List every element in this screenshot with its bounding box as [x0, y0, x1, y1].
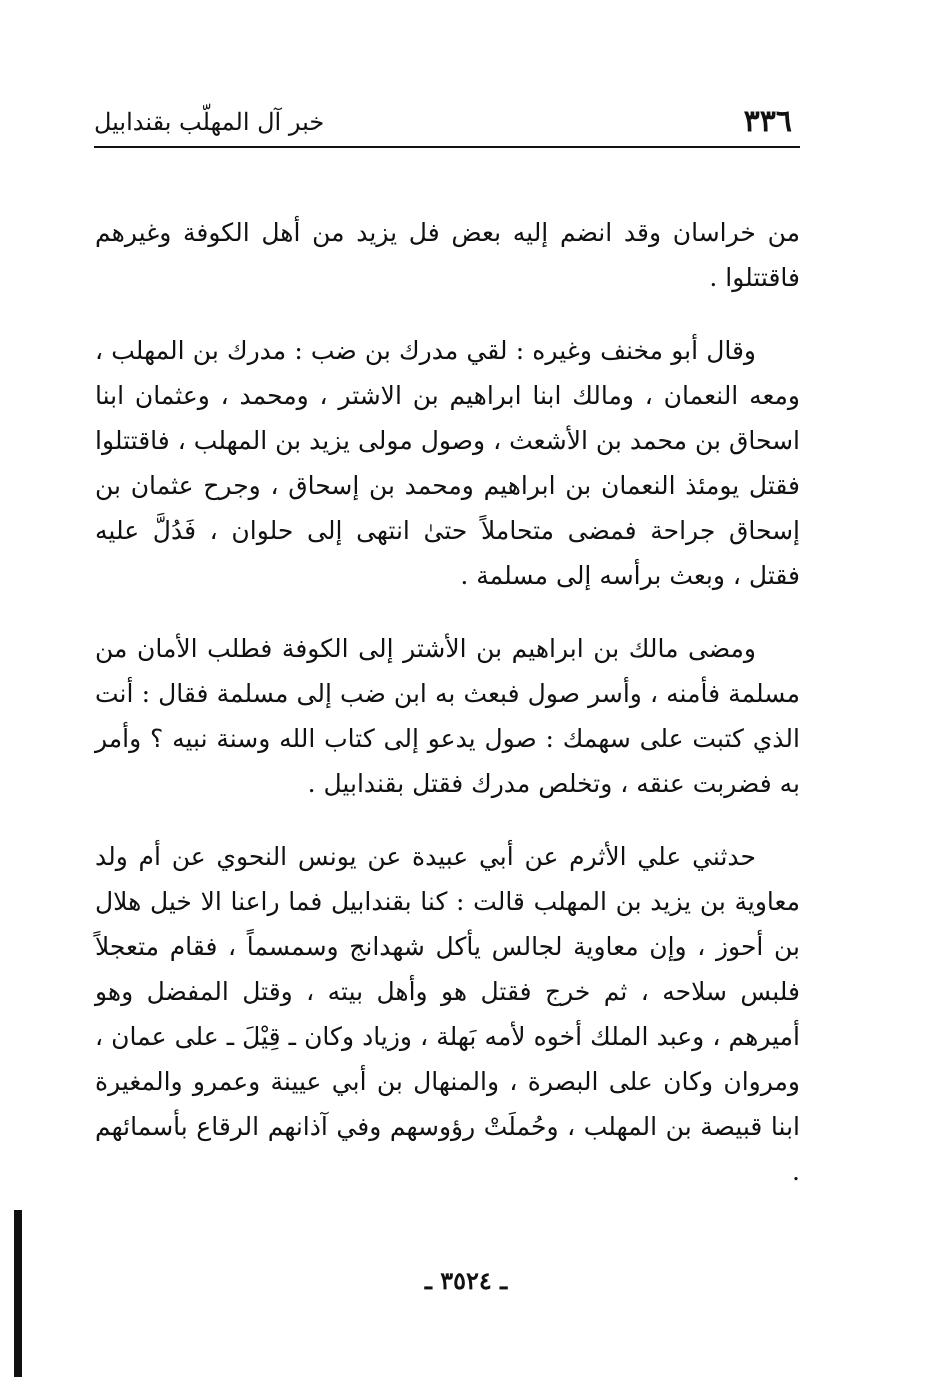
paragraph-2: وقال أبو مخنف وغيره : لقي مدرك بن ضب : مدرك بن المهلب ، ومعه النعمان ، ومالك ابنا ابراهيم بن الاشتر ، ومحمد ، وعثمان ابنا اسحاق بن محمد بن الأشعث ، وصول مولى يزيد بن المهلب ، فاقتتلوا فقتل يومئذ النعمان بن ابراهيم ومحمد بن إسحاق ، وجرح عثمان بن إسحاق جراحة فمضى متحاملاً حتىٰ انتهى إلى حلوان ، فَدُلَّ عليه فقتل ، وبعث برأسه إلى مسلمة .: [95, 336, 800, 590]
paragraph-4: حدثني علي الأثرم عن أبي عبيدة عن يونس النحوي عن أم ولد معاوية بن يزيد بن المهلب قالت : كنا بقندابيل فما راعنا الا خيل هلال بن أحوز ، وإن معاوية لجالس يأكل شهدانج وسمسماً ، فقام متعجلاً فلبس سلاحه ، ثم خرج فقتل هو وأهل بيته ، وقتل المفضل وهو أميرهم ، وعبد الملك أخوه لأمه بَهلة ، وزياد وكان ـ قِيْلَ ـ على عمان ، ومروان وكان على البصرة ، والمنهال بن أبي عيينة وعمرو والمغيرة ابنا قبيصة بن المهلب ، وحُملَتْ رؤوسهم وفي آذانهم الرقاع بأسمائهم .: [95, 842, 800, 1186]
page-header: [94, 102, 800, 148]
page-number-top: ٣٣٦: [743, 104, 792, 139]
running-title: خبر آل المهلّب بقندابيل: [94, 108, 325, 136]
page-body: [95, 210, 800, 1222]
scan-edge-mark: [14, 1210, 22, 1377]
paragraph-1: من خراسان وقد انضم إليه بعض فل يزيد من أهل الكوفة وغيرهم فاقتتلوا .: [95, 218, 800, 292]
page-footer-number: ـ ٣٥٢٤ ـ: [424, 1266, 508, 1295]
paragraph-3: ومضى مالك بن ابراهيم بن الأشتر إلى الكوفة فطلب الأمان من مسلمة فأمنه ، وأسر صول فبعث به ابن ضب إلى مسلمة فقال : أنت الذي كتبت على سهمك : صول يدعو إلى كتاب الله وسنة نبيه ؟ وأمر به فضربت عنقه ، وتخلص مدرك فقتل بقندابيل .: [95, 634, 800, 798]
